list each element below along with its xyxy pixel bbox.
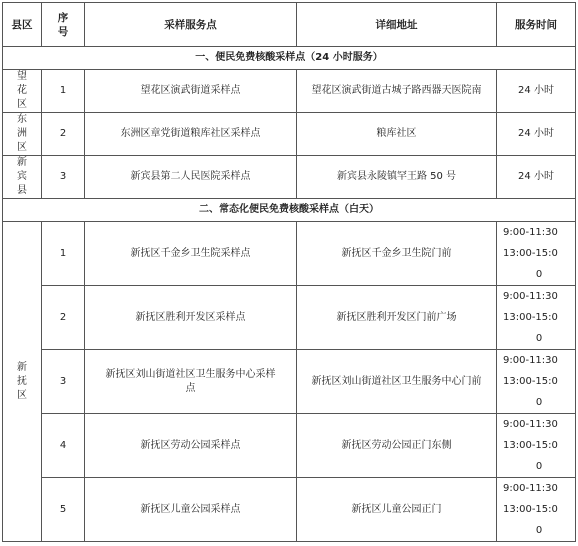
site-cell: 新抚区劳动公园采样点	[85, 414, 297, 478]
time-afternoon-end: 0	[535, 269, 543, 280]
seq-cell: 1	[42, 70, 85, 113]
seq-cell: 3	[42, 350, 85, 414]
county-cell: 新宾县	[3, 156, 42, 199]
section-title-row	[3, 47, 576, 70]
address-cell: 粮库社区	[297, 113, 497, 156]
service-time-cell	[497, 286, 576, 350]
time-afternoon: 13:00-15:0	[503, 504, 558, 515]
site-cell: 望花区演武街道采样点	[85, 70, 297, 113]
seq-cell: 1	[42, 222, 85, 286]
table-row	[3, 70, 576, 113]
county-cell: 新抚区	[3, 222, 42, 542]
sampling-points-table	[2, 2, 576, 542]
service-time-cell	[497, 478, 576, 542]
header-hours: 服务时间	[497, 3, 576, 47]
time-afternoon-end: 0	[535, 333, 543, 344]
address-cell: 新抚区千金乡卫生院门前	[297, 222, 497, 286]
address-cell: 新抚区刘山街道社区卫生服务中心门前	[297, 350, 497, 414]
address-cell: 新宾县永陵镇罕王路 50 号	[297, 156, 497, 199]
section-title-row	[3, 199, 576, 222]
time-afternoon-end: 0	[535, 397, 543, 408]
seq-cell: 4	[42, 414, 85, 478]
hours-cell: 24 小时	[497, 156, 576, 199]
table-row	[3, 414, 576, 478]
site-cell: 新抚区千金乡卫生院采样点	[85, 222, 297, 286]
time-afternoon: 13:00-15:0	[503, 440, 558, 451]
seq-cell: 3	[42, 156, 85, 199]
time-afternoon-end: 0	[535, 525, 543, 536]
header-county: 县区	[3, 3, 42, 47]
site-cell: 新抚区刘山街道社区卫生服务中心采样点	[85, 350, 297, 414]
site-cell: 新宾县第二人民医院采样点	[85, 156, 297, 199]
address-cell: 新抚区劳动公园正门东侧	[297, 414, 497, 478]
time-afternoon: 13:00-15:0	[503, 312, 558, 323]
time-morning: 9:00-11:30	[503, 291, 558, 302]
time-morning: 9:00-11:30	[503, 227, 558, 238]
time-morning: 9:00-11:30	[503, 355, 558, 366]
time-morning: 9:00-11:30	[503, 419, 558, 430]
section2-title: 二、常态化便民免费核酸采样点（白天）	[3, 199, 576, 222]
header-site: 采样服务点	[85, 3, 297, 47]
service-time-cell	[497, 222, 576, 286]
service-time-cell	[497, 414, 576, 478]
header-seq: 序号	[42, 3, 85, 47]
address-cell: 新抚区儿童公园正门	[297, 478, 497, 542]
site-cell: 东洲区章党街道粮库社区采样点	[85, 113, 297, 156]
hours-cell: 24 小时	[497, 113, 576, 156]
table-row	[3, 286, 576, 350]
table-row	[3, 113, 576, 156]
address-cell: 望花区演武街道古城子路西器天医院南	[297, 70, 497, 113]
time-afternoon: 13:00-15:0	[503, 248, 558, 259]
county-cell: 望花区	[3, 70, 42, 113]
service-time-cell	[497, 350, 576, 414]
county-cell: 东洲区	[3, 113, 42, 156]
section1-title: 一、便民免费核酸采样点（24 小时服务）	[3, 47, 576, 70]
address-cell: 新抚区胜利开发区门前广场	[297, 286, 497, 350]
time-afternoon: 13:00-15:0	[503, 376, 558, 387]
table-row	[3, 478, 576, 542]
header-row	[3, 3, 576, 47]
time-morning: 9:00-11:30	[503, 483, 558, 494]
seq-cell: 2	[42, 113, 85, 156]
time-afternoon-end: 0	[535, 461, 543, 472]
table-row	[3, 156, 576, 199]
seq-cell: 2	[42, 286, 85, 350]
seq-cell: 5	[42, 478, 85, 542]
header-address: 详细地址	[297, 3, 497, 47]
table-row	[3, 222, 576, 286]
hours-cell: 24 小时	[497, 70, 576, 113]
table-row	[3, 350, 576, 414]
site-cell: 新抚区儿童公园采样点	[85, 478, 297, 542]
site-cell: 新抚区胜利开发区采样点	[85, 286, 297, 350]
